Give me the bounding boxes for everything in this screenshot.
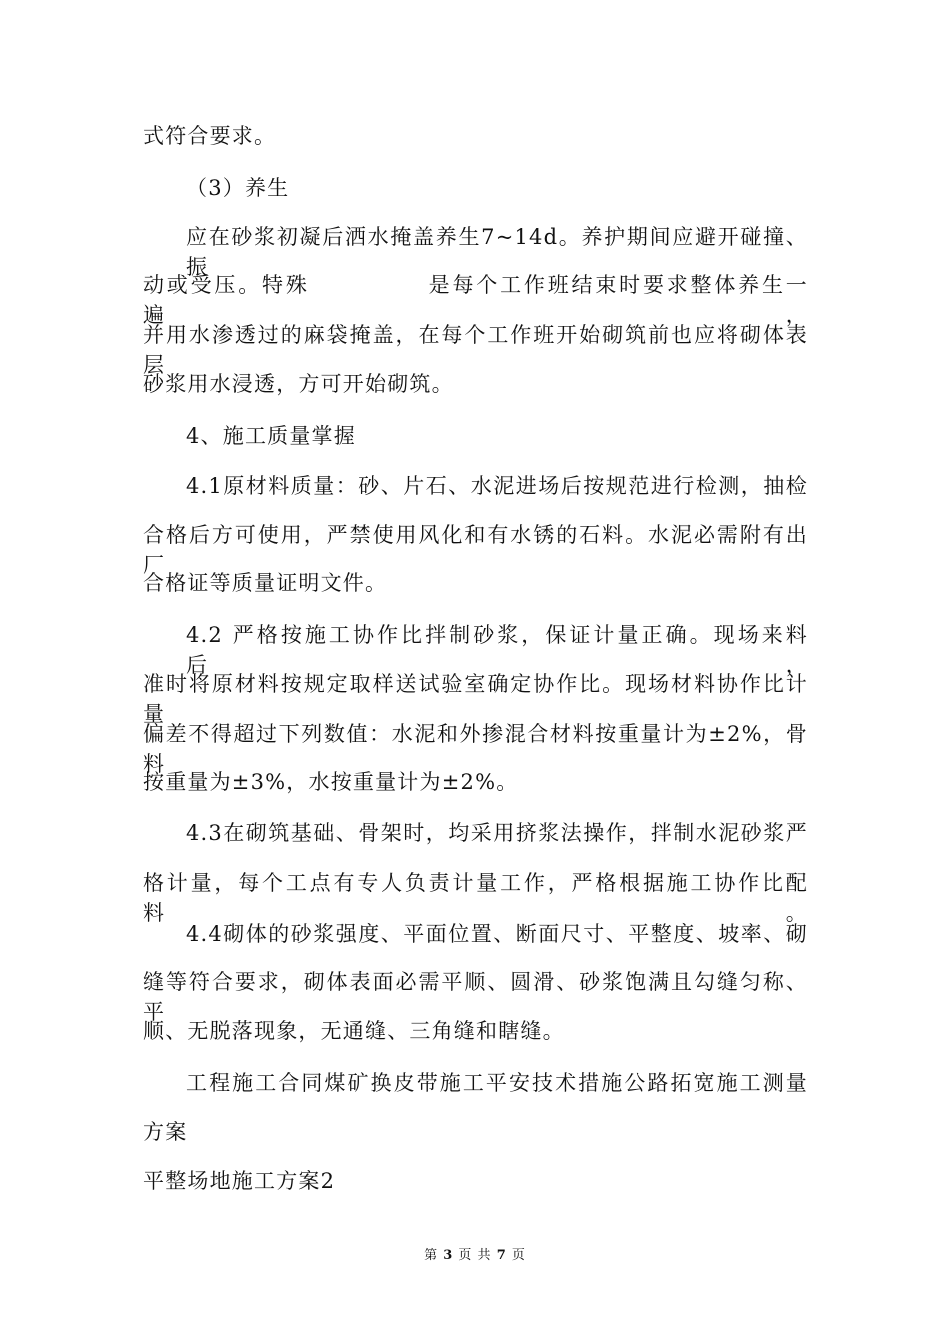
related-links-line: 方案 <box>143 1120 188 1144</box>
next-document-title: 平整场地施工方案2 <box>143 1169 336 1193</box>
paragraph-line: 4.4砌体的砂浆强度、平面位置、断面尺寸、平整度、坡率、砌 <box>186 922 808 946</box>
related-links-line: 工程施工合同煤矿换皮带施工平安技术措施公路拓宽施工测量 <box>186 1071 808 1095</box>
paragraph-line: 合格后方可使用，严禁使用风化和有水锈的石料。水泥必需附有出厂 <box>143 523 808 577</box>
paragraph-line: 应在砂浆初凝后洒水掩盖养生7~14d。养护期间应避开碰撞、振 <box>186 225 808 279</box>
footer-prefix: 第 <box>424 1248 439 1263</box>
footer-middle: 页 共 <box>458 1248 492 1263</box>
section-heading: （3）养生 <box>186 176 290 200</box>
paragraph-line: 准时将原材料按规定取样送试验室确定协作比。现场材料协作比计量 <box>143 672 808 726</box>
page-footer <box>0 1246 950 1266</box>
paragraph-line: 砂浆用水浸透，方可开始砌筑。 <box>143 372 454 396</box>
section-heading: 4、施工质量掌握 <box>186 424 356 448</box>
paragraph-line: 合格证等质量证明文件。 <box>143 571 388 595</box>
paragraph-line: 4.2 严格按施工协作比拌制砂浆，保证计量正确。现场来料后， <box>186 623 808 677</box>
total-page-count: 7 <box>496 1248 507 1263</box>
paragraph-line: 顺、无脱落现象，无通缝、三角缝和瞎缝。 <box>143 1019 565 1043</box>
paragraph-line: 式符合要求。 <box>143 124 277 148</box>
footer-suffix: 页 <box>511 1248 526 1263</box>
paragraph-line: 4.3在砌筑基础、骨架时，均采用挤浆法操作，拌制水泥砂浆严 <box>186 821 808 845</box>
paragraph-line: 4.1原材料质量：砂、片石、水泥进场后按规范进行检测，抽检 <box>186 474 808 498</box>
current-page-number: 3 <box>443 1248 454 1263</box>
paragraph-line: 偏差不得超过下列数值：水泥和外掺混合材料按重量计为±2%，骨料 <box>143 722 808 776</box>
paragraph-line: 动或受压。特殊 是每个工作班结束时要求整体养生一遍， <box>143 273 808 327</box>
paragraph-line: 按重量为±3%，水按重量计为±2%。 <box>143 770 519 794</box>
paragraph-line: 缝等符合要求，砌体表面必需平顺、圆滑、砂浆饱满且勾缝匀称、平 <box>143 970 808 1024</box>
paragraph-line: 并用水渗透过的麻袋掩盖，在每个工作班开始砌筑前也应将砌体表层 <box>143 323 808 377</box>
paragraph-line: 格计量，每个工点有专人负责计量工作，严格根据施工协作比配料。 <box>143 871 808 925</box>
